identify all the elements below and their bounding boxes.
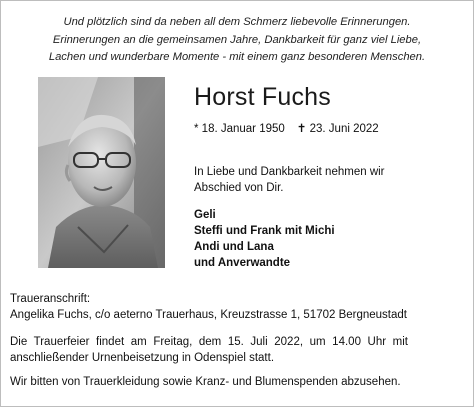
funeral-line: Die Trauerfeier findet am Freitag, dem 15. Juli 2022, um 14.00 Uhr mit xyxy=(10,336,408,348)
farewell-message xyxy=(194,164,385,196)
verse-line: Und plötzlich sind da neben all dem Schmerz liebevolle Erinnerungen. xyxy=(63,16,411,28)
farewell-line: In Liebe und Dankbarkeit nehmen wir xyxy=(194,166,385,178)
mourners-list xyxy=(194,207,335,271)
flower-request: Wir bitten von Trauerkleidung sowie Kranz- und Blumenspenden abzusehen. xyxy=(10,376,401,388)
portrait-photo xyxy=(38,77,165,268)
funeral-details xyxy=(10,334,408,366)
verse-line: Lachen und wunderbare Momente - mit einem ganz besonderen Menschen. xyxy=(48,51,426,63)
mourner-line: Geli xyxy=(194,209,216,221)
farewell-line: Abschied von Dir. xyxy=(194,182,284,194)
mourner-line: Andi und Lana xyxy=(194,241,274,253)
mourning-address xyxy=(10,291,407,323)
death-date: ✝ 23. Juni 2022 xyxy=(296,123,379,135)
address-text: Angelika Fuchs, c/o aeterno Trauerhaus, Kreuzstrasse 1, 51702 Bergneustadt xyxy=(10,309,407,321)
mourner-line: und Anverwandte xyxy=(194,257,291,269)
memorial-verse xyxy=(10,14,464,67)
funeral-line: anschließender Urnenbeisetzung in Odenspiel statt. xyxy=(10,352,275,364)
mourner-line: Steffi und Frank mit Michi xyxy=(194,225,335,237)
verse-line: Erinnerungen an die gemeinsamen Jahre, Dankbarkeit für ganz viel Liebe, xyxy=(52,33,422,46)
deceased-name: Horst Fuchs xyxy=(194,83,331,111)
address-label: Traueranschrift: xyxy=(10,293,91,305)
birth-date: * 18. Januar 1950 xyxy=(194,123,285,135)
life-dates xyxy=(194,121,379,135)
